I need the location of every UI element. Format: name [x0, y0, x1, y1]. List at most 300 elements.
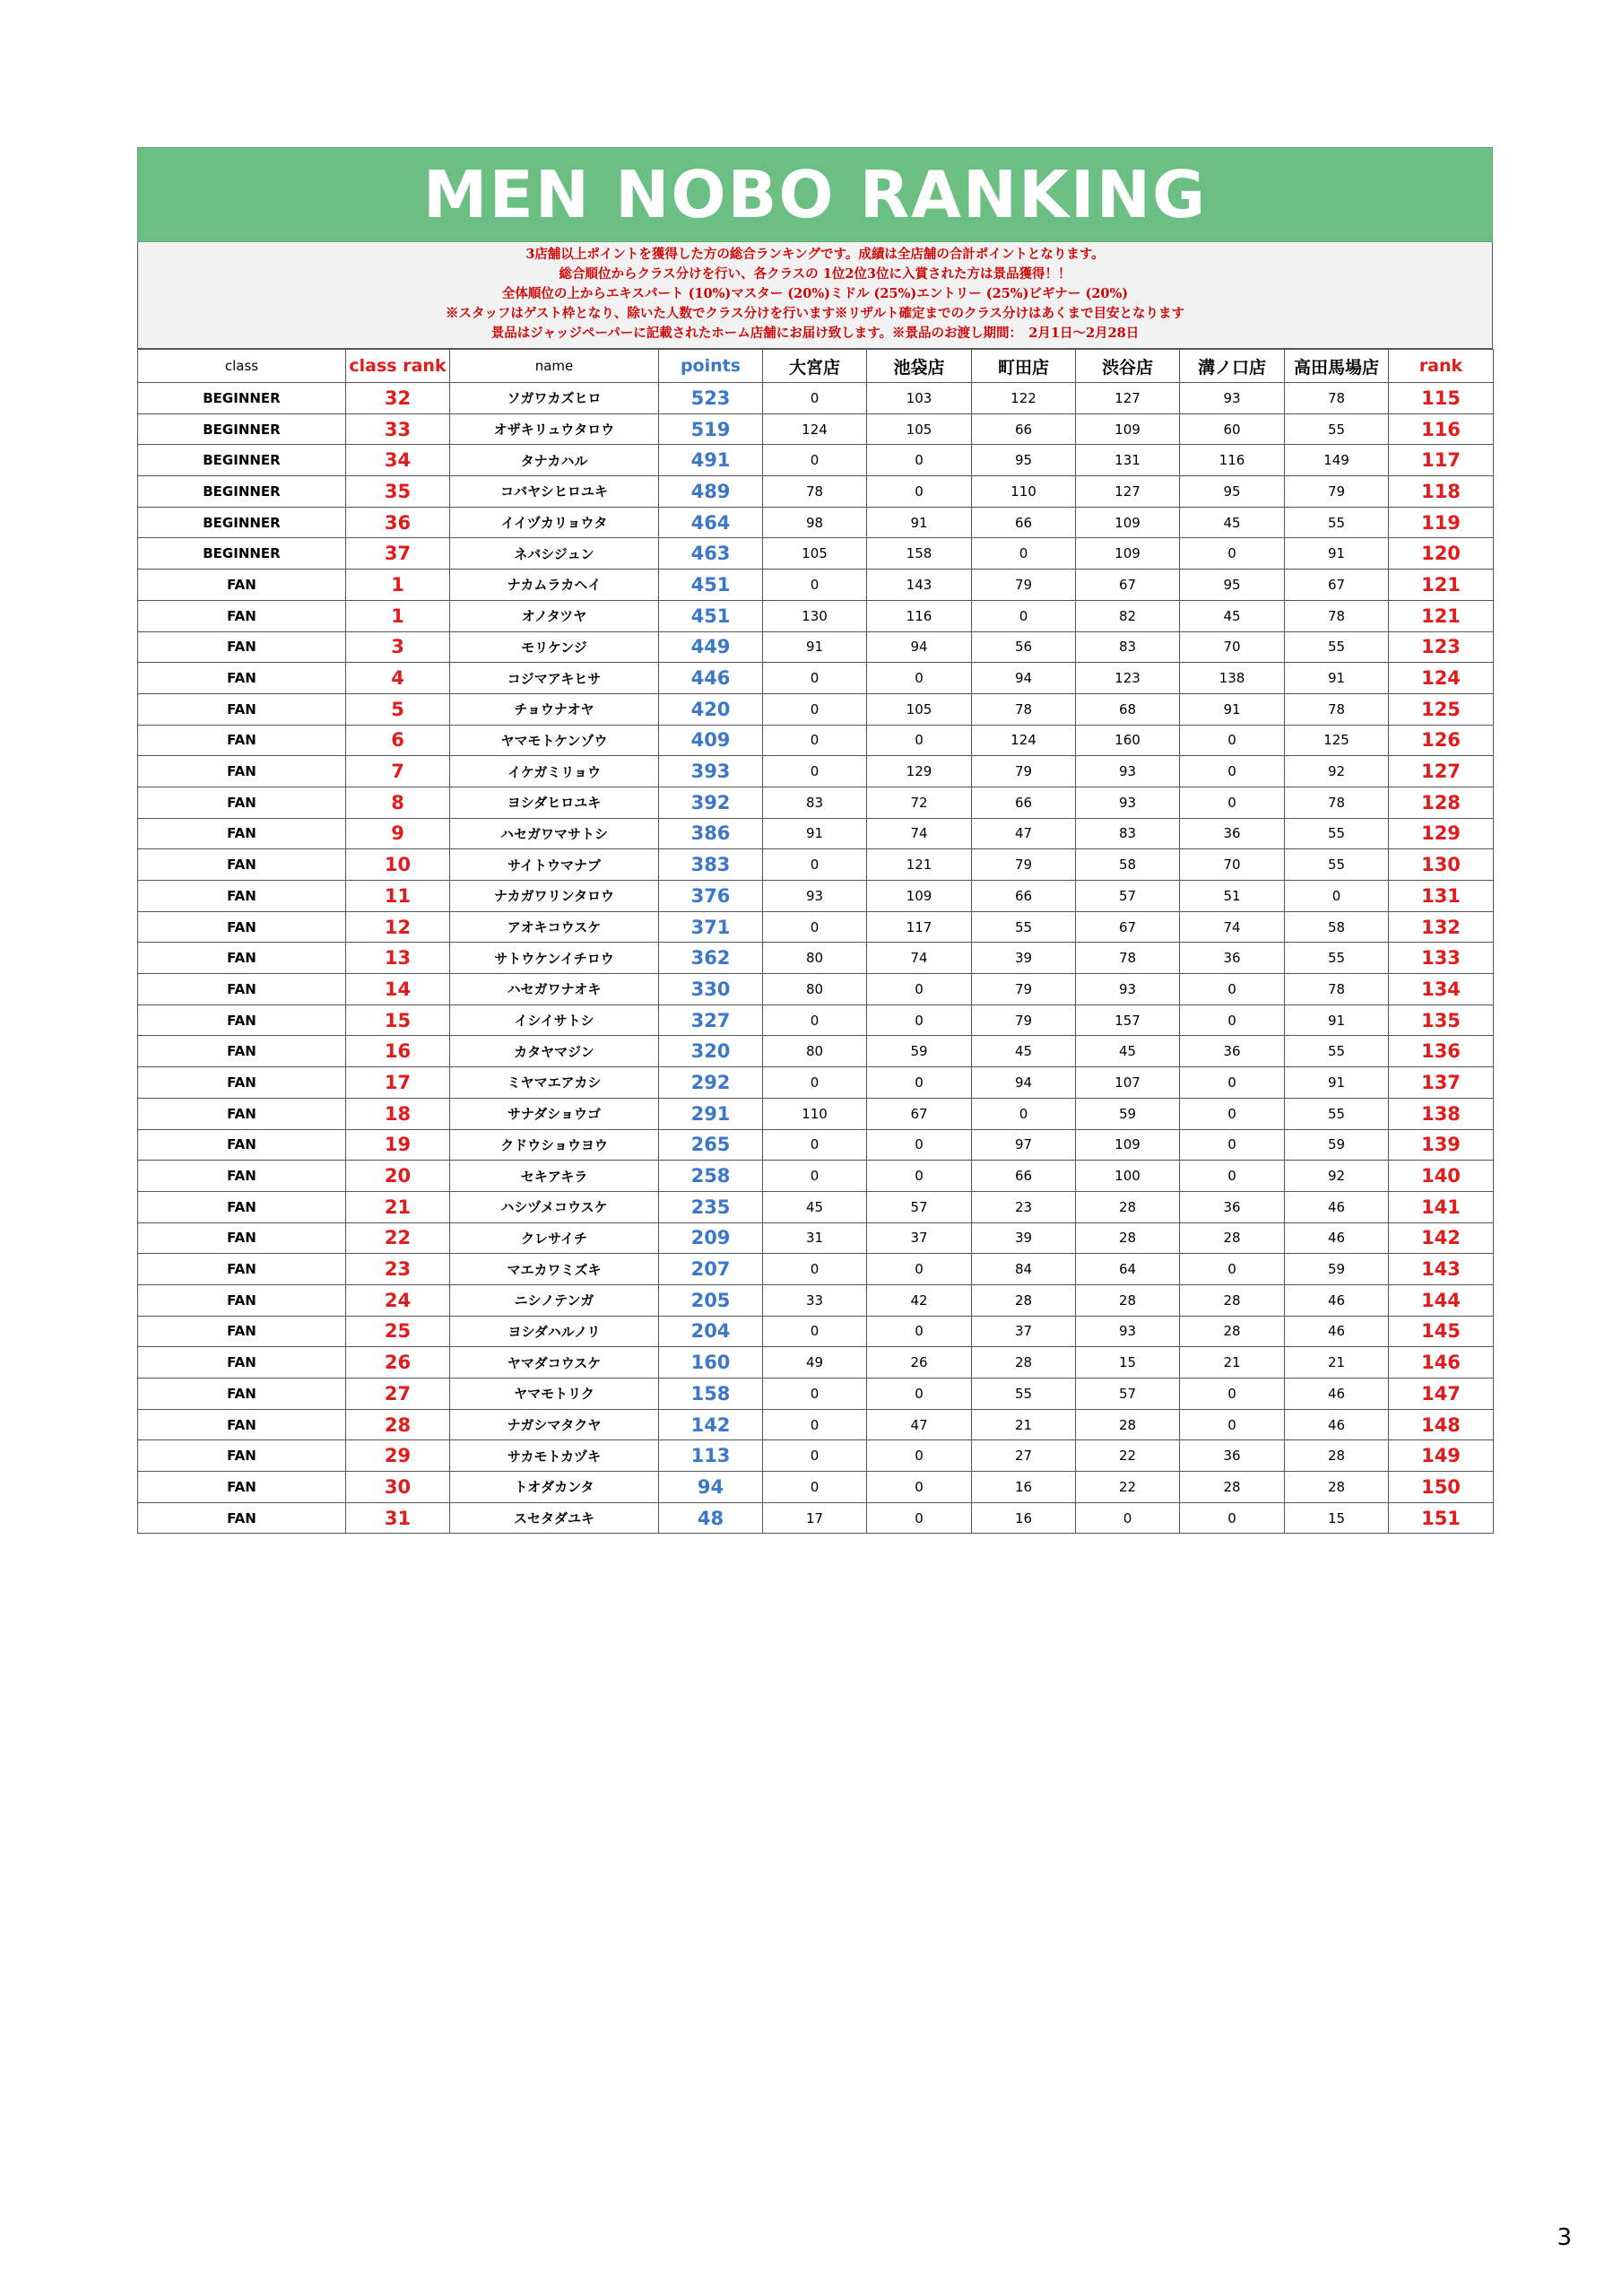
table-row — [138, 445, 1494, 476]
cell-shibuya: 131 — [1076, 445, 1180, 476]
cell-points: 489 — [659, 476, 763, 508]
cell-rank: 142 — [1389, 1222, 1494, 1254]
cell-class-rank: 31 — [346, 1502, 450, 1534]
cell-class: FAN — [138, 1378, 346, 1410]
table-row — [138, 943, 1494, 974]
cell-omiya: 130 — [763, 600, 867, 631]
cell-omiya: 105 — [763, 538, 867, 570]
cell-ikebukuro: 0 — [867, 974, 972, 1005]
cell-rank: 151 — [1389, 1502, 1494, 1534]
table-row — [138, 663, 1494, 694]
note-line: 3店舗以上ポイントを獲得した方の総合ランキングです。成績は全店舗の合計ポイントとなります。 — [525, 247, 1105, 262]
cell-points: 523 — [659, 383, 763, 414]
cell-takadanobaba: 21 — [1285, 1347, 1389, 1378]
cell-ikebukuro: 0 — [867, 725, 972, 756]
cell-takadanobaba: 58 — [1285, 911, 1389, 943]
page-number: 3 — [1557, 2224, 1572, 2251]
cell-ikebukuro: 59 — [867, 1036, 972, 1067]
cell-rank: 117 — [1389, 445, 1494, 476]
cell-machida: 66 — [972, 507, 1076, 538]
cell-class: FAN — [138, 663, 346, 694]
table-row — [138, 413, 1494, 445]
cell-machida: 79 — [972, 570, 1076, 601]
cell-omiya: 0 — [763, 570, 867, 601]
cell-omiya: 93 — [763, 881, 867, 912]
cell-class-rank: 17 — [346, 1067, 450, 1099]
cell-class-rank: 37 — [346, 538, 450, 570]
cell-shibuya: 160 — [1076, 725, 1180, 756]
cell-ikebukuro: 103 — [867, 383, 972, 414]
cell-shibuya: 93 — [1076, 787, 1180, 818]
cell-takadanobaba: 91 — [1285, 1067, 1389, 1099]
cell-class-rank: 1 — [346, 600, 450, 631]
cell-name: カタヤマジン — [450, 1036, 659, 1067]
cell-shibuya: 100 — [1076, 1161, 1180, 1192]
cell-shibuya: 67 — [1076, 570, 1180, 601]
cell-machida: 39 — [972, 943, 1076, 974]
cell-ikebukuro: 74 — [867, 818, 972, 849]
cell-mizonokuchi: 93 — [1180, 383, 1285, 414]
cell-rank: 119 — [1389, 507, 1494, 538]
cell-rank: 140 — [1389, 1161, 1494, 1192]
table-row — [138, 1378, 1494, 1410]
cell-ikebukuro: 0 — [867, 1129, 972, 1161]
cell-class: FAN — [138, 881, 346, 912]
cell-name: ナガシマタクヤ — [450, 1409, 659, 1440]
cell-machida: 21 — [972, 1409, 1076, 1440]
cell-machida: 0 — [972, 538, 1076, 570]
cell-class: FAN — [138, 1129, 346, 1161]
cell-ikebukuro: 0 — [867, 1472, 972, 1503]
cell-takadanobaba: 55 — [1285, 507, 1389, 538]
cell-name: サカモトカヅキ — [450, 1440, 659, 1472]
cell-class: FAN — [138, 1161, 346, 1192]
cell-ikebukuro: 121 — [867, 849, 972, 881]
cell-mizonokuchi: 0 — [1180, 787, 1285, 818]
cell-class-rank: 7 — [346, 756, 450, 787]
cell-omiya: 0 — [763, 849, 867, 881]
cell-takadanobaba: 46 — [1285, 1409, 1389, 1440]
cell-name: ニシノテンガ — [450, 1284, 659, 1316]
cell-points: 258 — [659, 1161, 763, 1192]
table-row — [138, 1161, 1494, 1192]
cell-takadanobaba: 46 — [1285, 1284, 1389, 1316]
cell-name: コバヤシヒロユキ — [450, 476, 659, 508]
cell-takadanobaba: 55 — [1285, 1098, 1389, 1129]
cell-class: FAN — [138, 1284, 346, 1316]
cell-class: FAN — [138, 943, 346, 974]
cell-mizonokuchi: 28 — [1180, 1284, 1285, 1316]
cell-ikebukuro: 117 — [867, 911, 972, 943]
cell-name: ソガワカズヒロ — [450, 383, 659, 414]
table-row — [138, 1284, 1494, 1316]
cell-mizonokuchi: 0 — [1180, 1161, 1285, 1192]
cell-class: FAN — [138, 849, 346, 881]
cell-shibuya: 68 — [1076, 693, 1180, 725]
cell-class: FAN — [138, 1440, 346, 1472]
cell-shibuya: 0 — [1076, 1502, 1180, 1534]
cell-points: 449 — [659, 631, 763, 663]
cell-points: 48 — [659, 1502, 763, 1534]
cell-shibuya: 109 — [1076, 413, 1180, 445]
cell-shibuya: 45 — [1076, 1036, 1180, 1067]
cell-machida: 55 — [972, 1378, 1076, 1410]
cell-class-rank: 35 — [346, 476, 450, 508]
cell-class-rank: 32 — [346, 383, 450, 414]
cell-points: 376 — [659, 881, 763, 912]
table-row — [138, 1347, 1494, 1378]
cell-omiya: 0 — [763, 1129, 867, 1161]
cell-class-rank: 19 — [346, 1129, 450, 1161]
table-row — [138, 1036, 1494, 1067]
cell-rank: 149 — [1389, 1440, 1494, 1472]
cell-omiya: 0 — [763, 911, 867, 943]
cell-name: ネバシジュン — [450, 538, 659, 570]
cell-takadanobaba: 59 — [1285, 1254, 1389, 1285]
cell-omiya: 45 — [763, 1191, 867, 1222]
cell-mizonokuchi: 36 — [1180, 943, 1285, 974]
column-header-machida: 町田店 — [972, 350, 1076, 383]
cell-omiya: 0 — [763, 1472, 867, 1503]
cell-takadanobaba: 78 — [1285, 693, 1389, 725]
table-row — [138, 974, 1494, 1005]
cell-omiya: 0 — [763, 383, 867, 414]
cell-takadanobaba: 55 — [1285, 1036, 1389, 1067]
table-row — [138, 1502, 1494, 1534]
cell-takadanobaba: 92 — [1285, 756, 1389, 787]
cell-name: イケガミリョウ — [450, 756, 659, 787]
cell-ikebukuro: 0 — [867, 1067, 972, 1099]
cell-machida: 95 — [972, 445, 1076, 476]
cell-mizonokuchi: 28 — [1180, 1472, 1285, 1503]
column-header-points: points — [659, 350, 763, 383]
cell-class: FAN — [138, 1502, 346, 1534]
cell-takadanobaba: 55 — [1285, 631, 1389, 663]
cell-omiya: 78 — [763, 476, 867, 508]
table-row — [138, 1409, 1494, 1440]
table-row — [138, 725, 1494, 756]
cell-mizonokuchi: 95 — [1180, 570, 1285, 601]
cell-ikebukuro: 37 — [867, 1222, 972, 1254]
cell-rank: 129 — [1389, 818, 1494, 849]
cell-rank: 148 — [1389, 1409, 1494, 1440]
cell-rank: 126 — [1389, 725, 1494, 756]
cell-takadanobaba: 46 — [1285, 1222, 1389, 1254]
cell-takadanobaba: 28 — [1285, 1440, 1389, 1472]
cell-points: 330 — [659, 974, 763, 1005]
cell-takadanobaba: 79 — [1285, 476, 1389, 508]
table-row — [138, 538, 1494, 570]
cell-machida: 16 — [972, 1502, 1076, 1534]
cell-omiya: 0 — [763, 1409, 867, 1440]
cell-name: モリケンジ — [450, 631, 659, 663]
cell-mizonokuchi: 0 — [1180, 725, 1285, 756]
cell-ikebukuro: 0 — [867, 445, 972, 476]
cell-mizonokuchi: 138 — [1180, 663, 1285, 694]
cell-points: 463 — [659, 538, 763, 570]
table-body — [138, 383, 1494, 1534]
cell-shibuya: 109 — [1076, 1129, 1180, 1161]
cell-mizonokuchi: 28 — [1180, 1316, 1285, 1347]
cell-points: 113 — [659, 1440, 763, 1472]
cell-omiya: 0 — [763, 445, 867, 476]
cell-takadanobaba: 55 — [1285, 413, 1389, 445]
cell-rank: 145 — [1389, 1316, 1494, 1347]
cell-shibuya: 67 — [1076, 911, 1180, 943]
cell-mizonokuchi: 0 — [1180, 1378, 1285, 1410]
table-row — [138, 600, 1494, 631]
cell-points: 392 — [659, 787, 763, 818]
cell-class-rank: 23 — [346, 1254, 450, 1285]
cell-omiya: 49 — [763, 1347, 867, 1378]
cell-machida: 66 — [972, 413, 1076, 445]
cell-ikebukuro: 143 — [867, 570, 972, 601]
cell-ikebukuro: 74 — [867, 943, 972, 974]
cell-class-rank: 4 — [346, 663, 450, 694]
cell-name: チョウナオヤ — [450, 693, 659, 725]
cell-mizonokuchi: 0 — [1180, 538, 1285, 570]
cell-ikebukuro: 72 — [867, 787, 972, 818]
cell-points: 383 — [659, 849, 763, 881]
cell-class-rank: 18 — [346, 1098, 450, 1129]
cell-mizonokuchi: 45 — [1180, 600, 1285, 631]
cell-takadanobaba: 91 — [1285, 1004, 1389, 1036]
ranking-table — [137, 349, 1494, 1534]
cell-omiya: 91 — [763, 818, 867, 849]
cell-class-rank: 28 — [346, 1409, 450, 1440]
column-header-ikebukuro: 池袋店 — [867, 350, 972, 383]
table-row — [138, 787, 1494, 818]
cell-shibuya: 157 — [1076, 1004, 1180, 1036]
cell-name: ヤマモトケンゾウ — [450, 725, 659, 756]
cell-class-rank: 3 — [346, 631, 450, 663]
column-header-mizonokuchi: 溝ノ口店 — [1180, 350, 1285, 383]
cell-class-rank: 29 — [346, 1440, 450, 1472]
cell-takadanobaba: 92 — [1285, 1161, 1389, 1192]
cell-ikebukuro: 0 — [867, 476, 972, 508]
cell-class: FAN — [138, 1067, 346, 1099]
cell-class: BEGINNER — [138, 413, 346, 445]
cell-rank: 135 — [1389, 1004, 1494, 1036]
cell-rank: 146 — [1389, 1347, 1494, 1378]
column-header-name: name — [450, 350, 659, 383]
cell-class: FAN — [138, 818, 346, 849]
note-line: 景品はジャッジペーパーに記載されたホーム店舗にお届け致します。※景品のお渡し期間： 2月1日～2月28日 — [490, 326, 1140, 341]
cell-ikebukuro: 0 — [867, 1502, 972, 1534]
cell-points: 393 — [659, 756, 763, 787]
cell-mizonokuchi: 36 — [1180, 1036, 1285, 1067]
cell-takadanobaba: 46 — [1285, 1191, 1389, 1222]
cell-class: FAN — [138, 1036, 346, 1067]
cell-name: ヨシダハルノリ — [450, 1316, 659, 1347]
cell-name: ヨシダヒロユキ — [450, 787, 659, 818]
note-line: 総合順位からクラス分けを行い、各クラスの 1位2位3位に入賞された方は景品獲得！！ — [559, 266, 1071, 282]
cell-class-rank: 8 — [346, 787, 450, 818]
cell-mizonokuchi: 74 — [1180, 911, 1285, 943]
cell-mizonokuchi: 116 — [1180, 445, 1285, 476]
cell-mizonokuchi: 36 — [1180, 1440, 1285, 1472]
cell-ikebukuro: 94 — [867, 631, 972, 663]
cell-mizonokuchi: 36 — [1180, 1191, 1285, 1222]
cell-ikebukuro: 129 — [867, 756, 972, 787]
cell-takadanobaba: 46 — [1285, 1378, 1389, 1410]
cell-rank: 131 — [1389, 881, 1494, 912]
cell-machida: 47 — [972, 818, 1076, 849]
table-row — [138, 570, 1494, 601]
cell-shibuya: 127 — [1076, 383, 1180, 414]
cell-shibuya: 28 — [1076, 1284, 1180, 1316]
cell-class-rank: 30 — [346, 1472, 450, 1503]
cell-name: トオダカンタ — [450, 1472, 659, 1503]
title-banner — [137, 147, 1493, 242]
cell-class: FAN — [138, 1316, 346, 1347]
cell-name: ナカガワリンタロウ — [450, 881, 659, 912]
cell-omiya: 80 — [763, 1036, 867, 1067]
cell-shibuya: 83 — [1076, 818, 1180, 849]
cell-name: サトウケンイチロウ — [450, 943, 659, 974]
column-header-omiya: 大宮店 — [763, 350, 867, 383]
cell-shibuya: 123 — [1076, 663, 1180, 694]
cell-rank: 137 — [1389, 1067, 1494, 1099]
cell-rank: 121 — [1389, 600, 1494, 631]
table-row — [138, 476, 1494, 508]
cell-class: FAN — [138, 600, 346, 631]
cell-ikebukuro: 105 — [867, 413, 972, 445]
cell-class: FAN — [138, 1098, 346, 1129]
cell-takadanobaba: 67 — [1285, 570, 1389, 601]
cell-takadanobaba: 78 — [1285, 600, 1389, 631]
cell-points: 451 — [659, 600, 763, 631]
cell-name: クドウショウヨウ — [450, 1129, 659, 1161]
cell-points: 464 — [659, 507, 763, 538]
table-row — [138, 631, 1494, 663]
cell-points: 205 — [659, 1284, 763, 1316]
cell-rank: 116 — [1389, 413, 1494, 445]
table-header-row — [138, 350, 1494, 383]
cell-machida: 66 — [972, 881, 1076, 912]
cell-class: BEGINNER — [138, 538, 346, 570]
cell-class-rank: 5 — [346, 693, 450, 725]
cell-ikebukuro: 0 — [867, 663, 972, 694]
cell-name: マエカワミズキ — [450, 1254, 659, 1285]
cell-rank: 136 — [1389, 1036, 1494, 1067]
cell-name: ミヤマエアカシ — [450, 1067, 659, 1099]
table-row — [138, 1067, 1494, 1099]
cell-rank: 132 — [1389, 911, 1494, 943]
cell-omiya: 91 — [763, 631, 867, 663]
table-row — [138, 693, 1494, 725]
cell-omiya: 0 — [763, 1067, 867, 1099]
cell-machida: 28 — [972, 1284, 1076, 1316]
cell-points: 265 — [659, 1129, 763, 1161]
cell-omiya: 0 — [763, 1440, 867, 1472]
cell-rank: 123 — [1389, 631, 1494, 663]
cell-class: FAN — [138, 1191, 346, 1222]
table-row — [138, 1004, 1494, 1036]
cell-omiya: 80 — [763, 943, 867, 974]
cell-machida: 79 — [972, 756, 1076, 787]
cell-class: BEGINNER — [138, 445, 346, 476]
note-line: 全体順位の上からエキスパート (10%)マスター (20%)ミドル (25%)エントリー (25%)ビギナー (20%) — [501, 286, 1129, 301]
cell-name: ハセガワナオキ — [450, 974, 659, 1005]
cell-name: イイヅカリョウタ — [450, 507, 659, 538]
cell-machida: 122 — [972, 383, 1076, 414]
cell-shibuya: 28 — [1076, 1409, 1180, 1440]
cell-points: 386 — [659, 818, 763, 849]
cell-class-rank: 27 — [346, 1378, 450, 1410]
column-header-shibuya: 渋谷店 — [1076, 350, 1180, 383]
cell-takadanobaba: 78 — [1285, 383, 1389, 414]
cell-mizonokuchi: 21 — [1180, 1347, 1285, 1378]
cell-points: 420 — [659, 693, 763, 725]
cell-machida: 84 — [972, 1254, 1076, 1285]
cell-machida: 28 — [972, 1347, 1076, 1378]
cell-name: セキアキラ — [450, 1161, 659, 1192]
cell-mizonokuchi: 51 — [1180, 881, 1285, 912]
cell-shibuya: 93 — [1076, 756, 1180, 787]
cell-rank: 118 — [1389, 476, 1494, 508]
cell-class: FAN — [138, 693, 346, 725]
cell-machida: 110 — [972, 476, 1076, 508]
cell-shibuya: 22 — [1076, 1472, 1180, 1503]
cell-class-rank: 33 — [346, 413, 450, 445]
cell-omiya: 0 — [763, 1378, 867, 1410]
column-header-class: class — [138, 350, 346, 383]
cell-points: 491 — [659, 445, 763, 476]
note-line: ※スタッフはゲスト枠となり、除いた人数でクラス分けを行います※リザルト確定までのクラス分けはあくまで目安となります — [445, 306, 1185, 321]
cell-class-rank: 16 — [346, 1036, 450, 1067]
cell-takadanobaba: 91 — [1285, 538, 1389, 570]
cell-omiya: 0 — [763, 1161, 867, 1192]
cell-omiya: 0 — [763, 693, 867, 725]
cell-shibuya: 109 — [1076, 507, 1180, 538]
cell-mizonokuchi: 0 — [1180, 1129, 1285, 1161]
cell-takadanobaba: 59 — [1285, 1129, 1389, 1161]
table-row — [138, 881, 1494, 912]
cell-points: 291 — [659, 1098, 763, 1129]
cell-rank: 115 — [1389, 383, 1494, 414]
cell-machida: 124 — [972, 725, 1076, 756]
cell-machida: 37 — [972, 1316, 1076, 1347]
cell-points: 327 — [659, 1004, 763, 1036]
cell-class-rank: 13 — [346, 943, 450, 974]
cell-mizonokuchi: 95 — [1180, 476, 1285, 508]
cell-class: FAN — [138, 1222, 346, 1254]
cell-takadanobaba: 149 — [1285, 445, 1389, 476]
cell-mizonokuchi: 0 — [1180, 1004, 1285, 1036]
cell-machida: 39 — [972, 1222, 1076, 1254]
cell-rank: 143 — [1389, 1254, 1494, 1285]
cell-class-rank: 10 — [346, 849, 450, 881]
cell-shibuya: 78 — [1076, 943, 1180, 974]
cell-mizonokuchi: 0 — [1180, 1254, 1285, 1285]
cell-machida: 16 — [972, 1472, 1076, 1503]
cell-shibuya: 93 — [1076, 1316, 1180, 1347]
cell-rank: 150 — [1389, 1472, 1494, 1503]
notes-block — [137, 242, 1493, 349]
cell-shibuya: 28 — [1076, 1191, 1180, 1222]
table-row — [138, 1472, 1494, 1503]
cell-machida: 79 — [972, 849, 1076, 881]
cell-class: BEGINNER — [138, 383, 346, 414]
cell-rank: 124 — [1389, 663, 1494, 694]
cell-machida: 0 — [972, 1098, 1076, 1129]
cell-omiya: 80 — [763, 974, 867, 1005]
cell-takadanobaba: 125 — [1285, 725, 1389, 756]
table-row — [138, 1098, 1494, 1129]
cell-class: FAN — [138, 974, 346, 1005]
cell-class: FAN — [138, 570, 346, 601]
